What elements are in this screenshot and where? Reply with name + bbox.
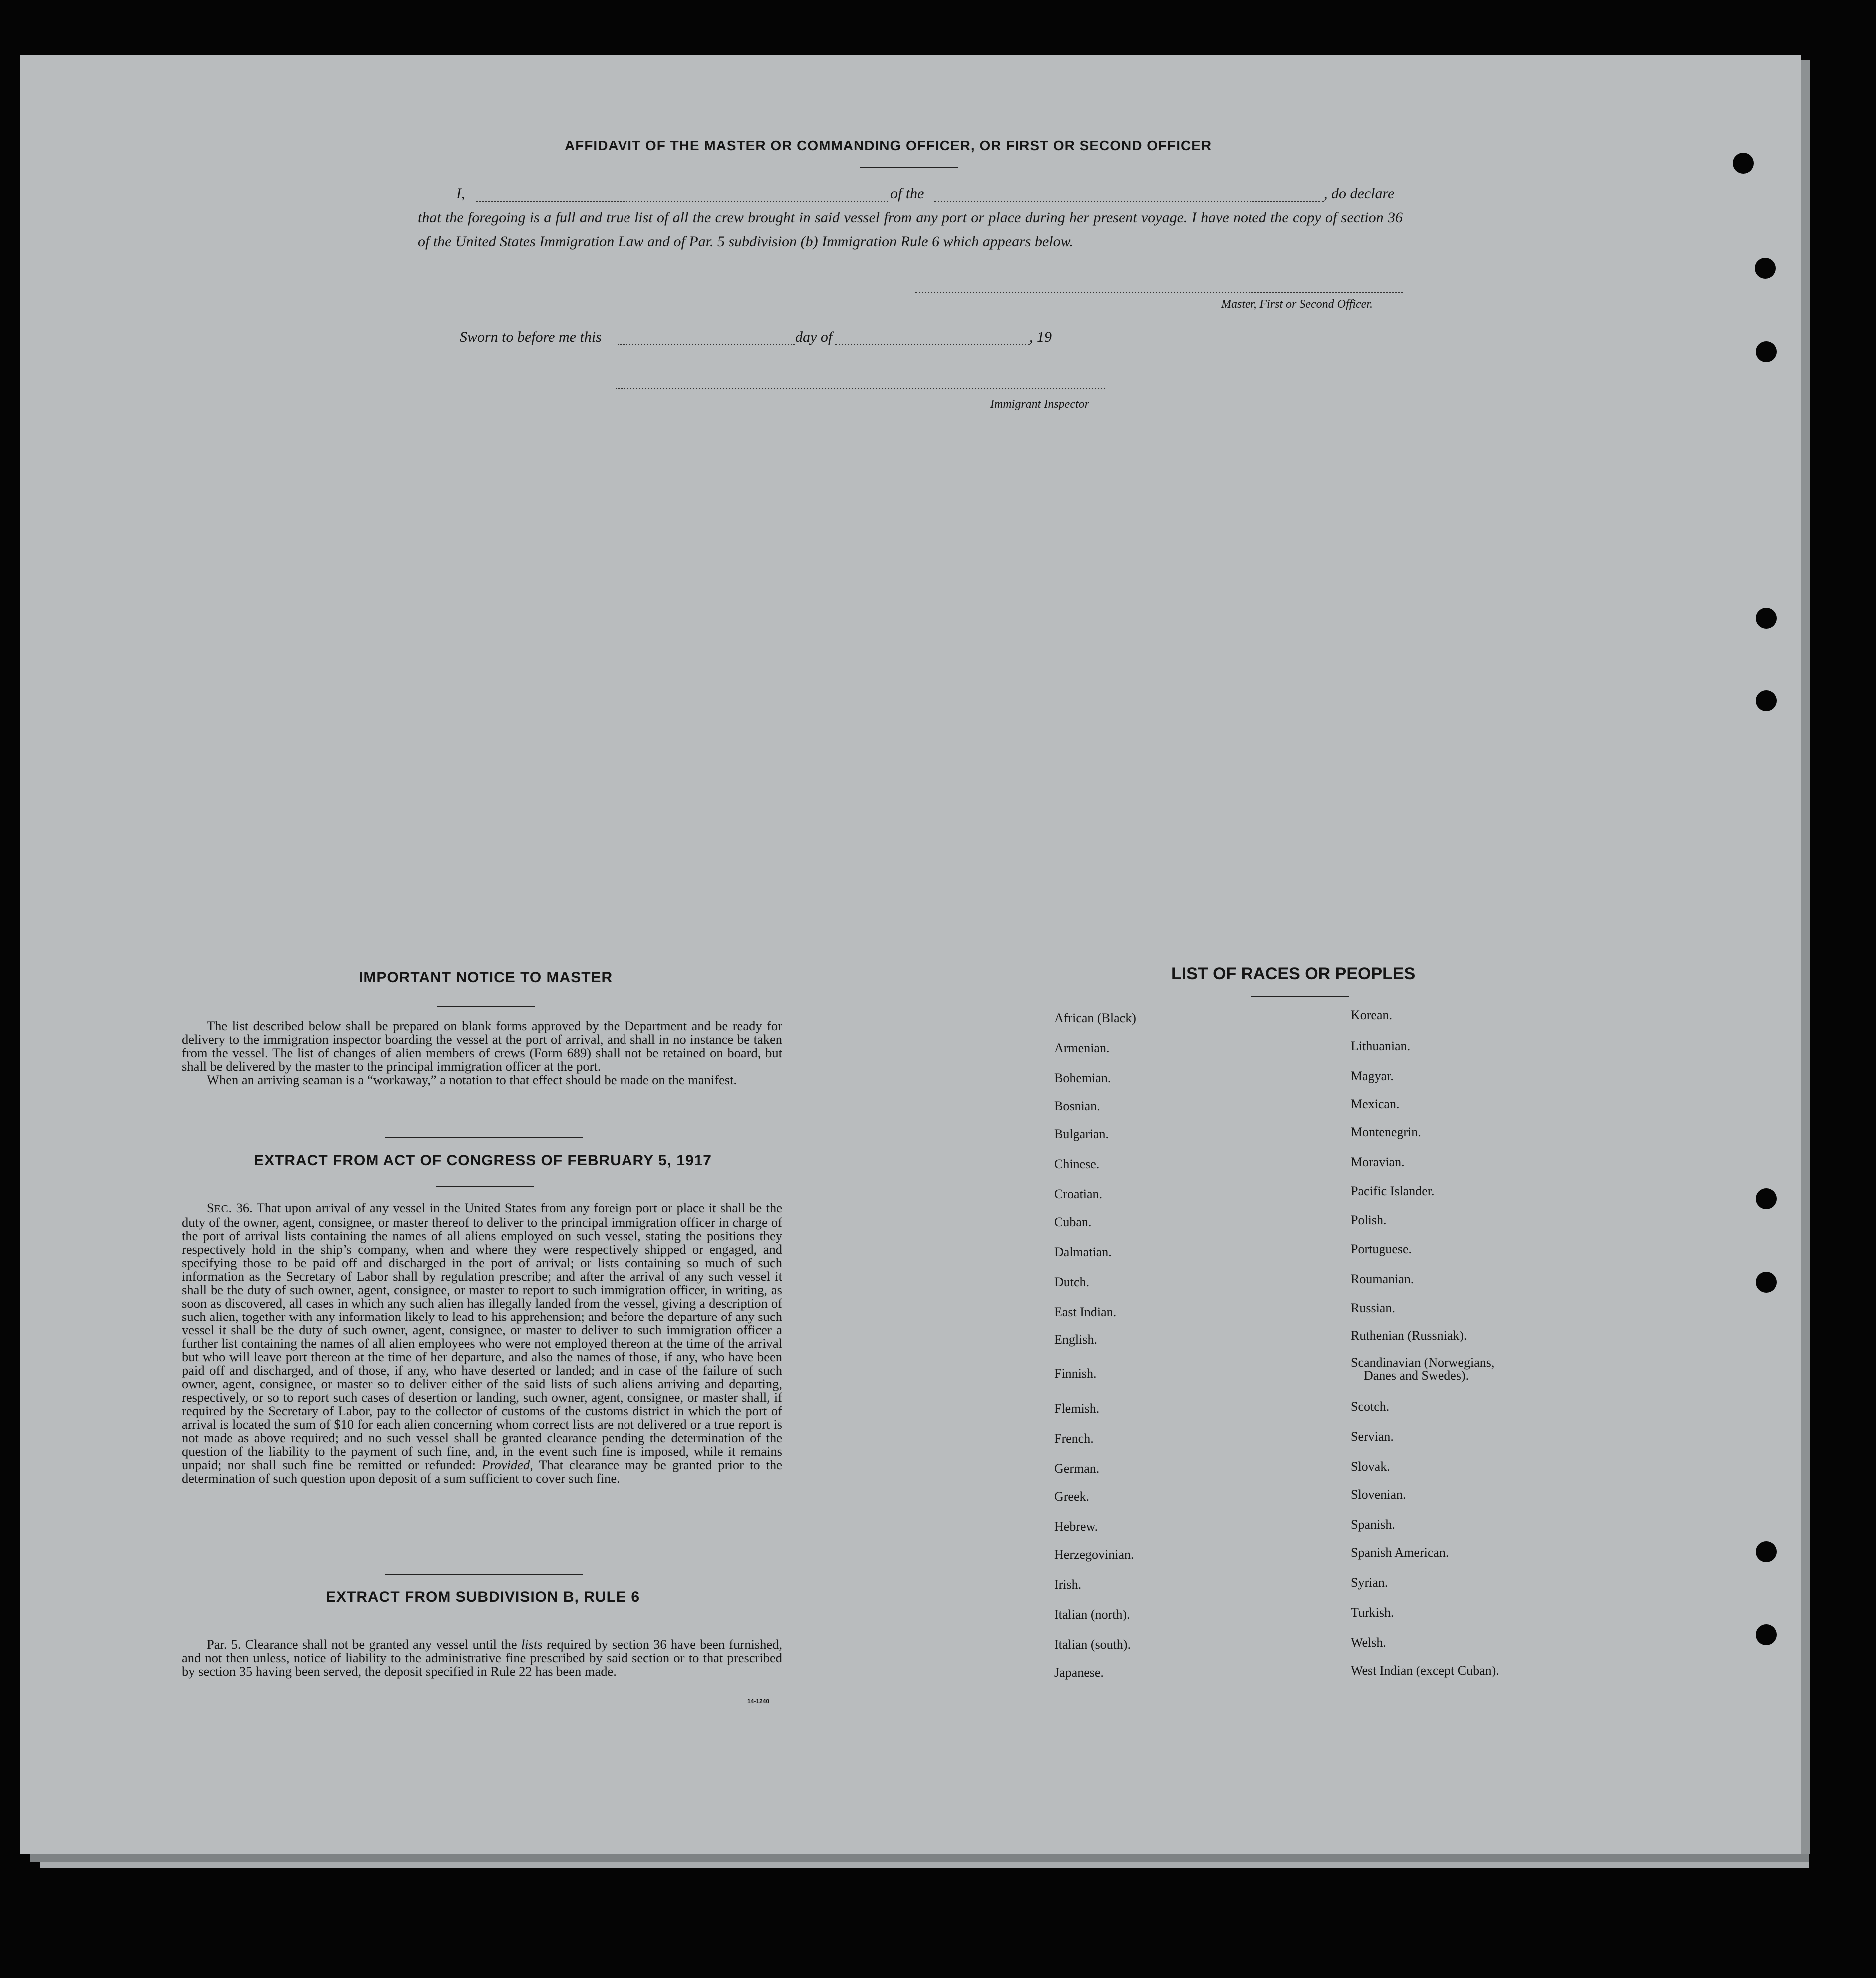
race-item: West Indian (except Cuban).	[1351, 1663, 1499, 1678]
signature-line[interactable]	[915, 292, 1403, 293]
sworn-day-field[interactable]	[618, 344, 795, 345]
race-item: Slovenian.	[1351, 1487, 1406, 1502]
race-item: Chinese.	[1054, 1157, 1100, 1171]
race-item: Italian (north).	[1054, 1607, 1130, 1622]
sworn-year: , 19	[1029, 329, 1052, 345]
race-item: Mexican.	[1351, 1097, 1400, 1111]
race-item: Danes and Swedes).	[1364, 1368, 1469, 1383]
punch-hole	[1756, 1624, 1777, 1645]
page-edge	[30, 1854, 1809, 1862]
sworn-month-field[interactable]	[835, 344, 1030, 345]
race-item: Portuguese.	[1351, 1242, 1412, 1256]
punch-hole	[1755, 258, 1776, 279]
race-item: Montenegrin.	[1351, 1125, 1421, 1139]
act-text-b: That clearance may be granted prior to the determination of such question upon deposit of a sum sufficient to cover such fine.	[182, 1457, 782, 1486]
race-item: Roumanian.	[1351, 1272, 1414, 1286]
punch-hole	[1756, 1541, 1777, 1562]
name-field[interactable]	[476, 201, 888, 202]
section-rule	[385, 1137, 583, 1138]
race-item: Magyar.	[1351, 1069, 1394, 1083]
race-item: African (Black)	[1054, 1011, 1136, 1025]
race-item: Spanish.	[1351, 1517, 1395, 1532]
act-title: EXTRACT FROM ACT OF CONGRESS OF FEBRUARY 5, 1917	[254, 1152, 712, 1169]
affidavit-declare: , do declare	[1324, 185, 1395, 202]
race-item: Spanish American.	[1351, 1545, 1449, 1560]
race-item: Syrian.	[1351, 1575, 1388, 1590]
document-page	[20, 55, 1801, 1854]
notice-body	[182, 1019, 782, 1087]
title-rule	[1251, 996, 1349, 997]
rule-lists: lists	[521, 1637, 543, 1652]
race-item: Hebrew.	[1054, 1519, 1098, 1534]
race-item: Flemish.	[1054, 1401, 1100, 1416]
race-item: French.	[1054, 1431, 1094, 1446]
race-item: Dalmatian.	[1054, 1245, 1112, 1259]
race-item: Finnish.	[1054, 1366, 1097, 1381]
race-item: English.	[1054, 1332, 1097, 1347]
section-label: SEC. 36.	[207, 1200, 253, 1215]
race-item: Welsh.	[1351, 1635, 1386, 1650]
notice-paragraph-1: The list described below shall be prepared on blank forms approved by the Department and be ready for delivery to the immigration inspector boarding the vessel at the port of arrival, and shall in no instance be taken from the vessel. The list of changes of alien members of crews (Form 689) shall not be retained on board, but shall be delivered by the master to the principal immigration officer at the port.	[182, 1018, 782, 1074]
race-item: Cuban.	[1054, 1215, 1092, 1229]
race-item: Moravian.	[1351, 1155, 1405, 1169]
punch-hole	[1733, 153, 1754, 174]
act-text	[182, 1201, 782, 1485]
race-item: Russian.	[1351, 1301, 1395, 1315]
notice-title: IMPORTANT NOTICE TO MASTER	[359, 969, 613, 986]
affidavit-paragraph: that the foregoing is a full and true list of all the crew brought in said vessel from any port or place during her present voyage. I have noted the copy of section 36 of the United States Immigration Law and of Par. 5 subdivision (b) Immigration Rule 6 which appears below.	[418, 209, 1403, 250]
race-item: Herzegovinian.	[1054, 1547, 1134, 1562]
race-item: Pacific Islander.	[1351, 1184, 1435, 1198]
race-item: Ruthenian (Russniak).	[1351, 1328, 1467, 1343]
title-rule	[436, 1186, 534, 1187]
race-item: Bohemian.	[1054, 1071, 1111, 1085]
punch-hole	[1756, 608, 1777, 629]
punch-hole	[1756, 690, 1777, 711]
punch-hole	[1756, 1272, 1777, 1293]
races-title: LIST OF RACES OR PEOPLES	[1171, 964, 1416, 983]
race-item: German.	[1054, 1461, 1100, 1476]
race-item: Irish.	[1054, 1577, 1082, 1592]
affidavit-line1-i: I,	[456, 185, 465, 202]
inspector-signature-line[interactable]	[616, 388, 1105, 389]
race-item: Scandinavian (Norwegians,	[1351, 1355, 1495, 1370]
race-item: Bulgarian.	[1054, 1127, 1109, 1141]
page-edge	[40, 1862, 1809, 1868]
race-item: Servian.	[1351, 1429, 1394, 1444]
page-edge	[1801, 60, 1810, 1854]
race-item: Scotch.	[1351, 1399, 1390, 1414]
act-provided: Provided,	[482, 1457, 533, 1472]
race-item: Korean.	[1351, 1008, 1393, 1022]
race-item: Armenian.	[1054, 1041, 1110, 1055]
form-number: 14-1240	[747, 1698, 770, 1705]
punch-hole	[1756, 341, 1777, 362]
affidavit-of-the: of the	[890, 185, 924, 202]
title-rule	[437, 1006, 535, 1007]
inspector-caption: Immigrant Inspector	[990, 398, 1089, 411]
race-item: Croatian.	[1054, 1187, 1103, 1201]
race-item: Greek.	[1054, 1489, 1090, 1504]
affidavit-title: AFFIDAVIT OF THE MASTER OR COMMANDING OFFICER, OR FIRST OR SECOND OFFICER	[565, 138, 1212, 153]
race-item: Lithuanian.	[1351, 1039, 1411, 1053]
race-item: Bosnian.	[1054, 1099, 1100, 1113]
race-item: Dutch.	[1054, 1275, 1090, 1289]
race-item: Turkish.	[1351, 1605, 1394, 1620]
race-item: Japanese.	[1054, 1665, 1104, 1680]
title-rule	[860, 167, 958, 168]
act-text-a: That upon arrival of any vessel in the United States from any foreign port or place it shall be the duty of the owner, agent, consignee, or master thereof to deliver to the principal immigration officer in charge of the port of arrival lists containing the names of all aliens employed on such vessel, stating the positions they respectively hold in the ship’s company, when and where they were respectively shipped or engaged, and specifying those to be paid off and discharged in the port of arrival; or lists containing so much of such information as the Secretary of Labor shall by regulation prescribe; and after the arrival of any such vessel it shall be the duty of such owner, agent, consignee, or master to report to such immigration officer, in writing, as soon as discovered, all cases in which any such alien has illegally landed from the vessel, giving a description of such alien, together with any information likely to lead to his apprehension; and before the departure of any such vessel it shall be the duty of such owner, agent, consignee, or master to deliver to such immigration officer a further list containing the names of all alien employees who were not employed thereon at the time of the arrival but who will leave port thereon at the time of her departure, and also the names of those, if any, who have been paid off and discharged, and of those, if any, who have deserted or landed; and in case of the failure of such owner, agent, consignee, or master so to deliver either of the said lists of such aliens arriving and departing, respectively, or so to report such cases of desertion or landing, such owner, agent, consignee, or master shall, if required by the Secretary of Labor, pay to the collector of customs of the customs district in which the port of arrival is located the sum of $10 for each alien concerning whom correct lists are not delivered or a true report is not made as above required; and no such vessel shall be granted clearance pending the determination of the question of the liability to the payment of such fine, and, in the event such fine is imposed, while it remains unpaid; nor shall such fine be remitted or refunded:	[182, 1200, 783, 1472]
race-item: East Indian.	[1054, 1305, 1117, 1319]
vessel-field[interactable]	[934, 201, 1324, 202]
sworn-prefix: Sworn to before me this	[460, 329, 602, 345]
punch-hole	[1756, 1188, 1777, 1209]
race-item: Italian (south).	[1054, 1637, 1131, 1652]
race-item: Polish.	[1351, 1213, 1387, 1227]
notice-paragraph-2: When an arriving seaman is a “workaway,” a notation to that effect should be made on the manifest.	[207, 1072, 737, 1087]
race-item: Slovak.	[1351, 1459, 1390, 1474]
rule-text: Par. 5. Clearance shall not be granted any vessel until the lists required by section 36 have been furnished, and not then unless, notice of liability to the administrative fine prescribed by said section or to that prescribed by section 35 having been served, the deposit specified in Rule 22 has been made.	[182, 1637, 783, 1679]
sworn-day-of: day of	[795, 329, 833, 345]
signature-caption: Master, First or Second Officer.	[1221, 298, 1373, 311]
rule-title: EXTRACT FROM SUBDIVISION B, RULE 6	[326, 1589, 640, 1605]
section-rule	[385, 1574, 583, 1575]
